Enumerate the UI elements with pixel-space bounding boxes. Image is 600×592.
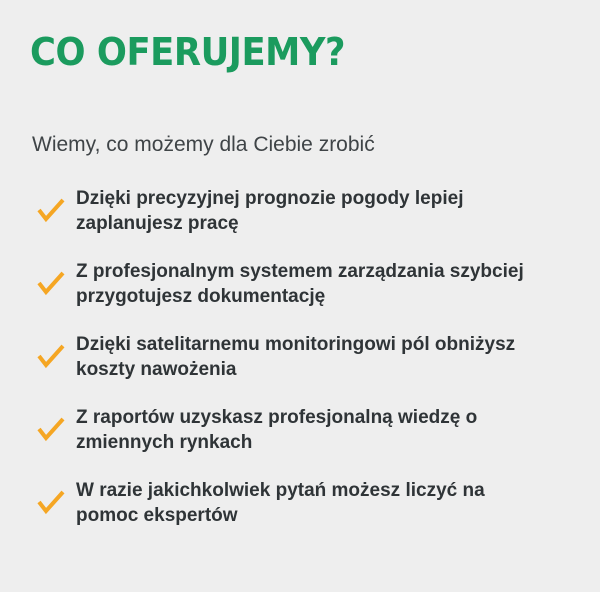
list-item-label: W razie jakichkolwiek pytań możesz liczyć na pomoc ekspertów xyxy=(76,480,485,526)
check-icon xyxy=(36,342,66,372)
list-item-label: Dzięki precyzyjnej prognozie pogody lepiej zaplanujesz pracę xyxy=(76,188,464,234)
list-item xyxy=(36,259,570,309)
list-item xyxy=(36,478,570,528)
list-item-label: Dzięki satelitarnemu monitoringowi pól obniżysz koszty nawożenia xyxy=(76,334,516,380)
list-item xyxy=(36,405,570,455)
page-title: CO OFERUJEMY? xyxy=(30,30,346,74)
check-icon xyxy=(36,415,66,445)
list-item xyxy=(36,332,570,382)
list-item-label: Z profesjonalnym systemem zarządzania szybciej przygotujesz dokumentację xyxy=(76,261,524,307)
check-icon xyxy=(36,488,66,518)
benefits-list xyxy=(36,186,570,528)
check-icon xyxy=(36,269,66,299)
list-item-label: Z raportów uzyskasz profesjonalną wiedzę o zmiennych rynkach xyxy=(76,407,478,453)
list-item xyxy=(36,186,570,236)
check-icon xyxy=(36,196,66,226)
section-subtitle: Wiemy, co możemy dla Ciebie zrobić xyxy=(32,133,375,156)
